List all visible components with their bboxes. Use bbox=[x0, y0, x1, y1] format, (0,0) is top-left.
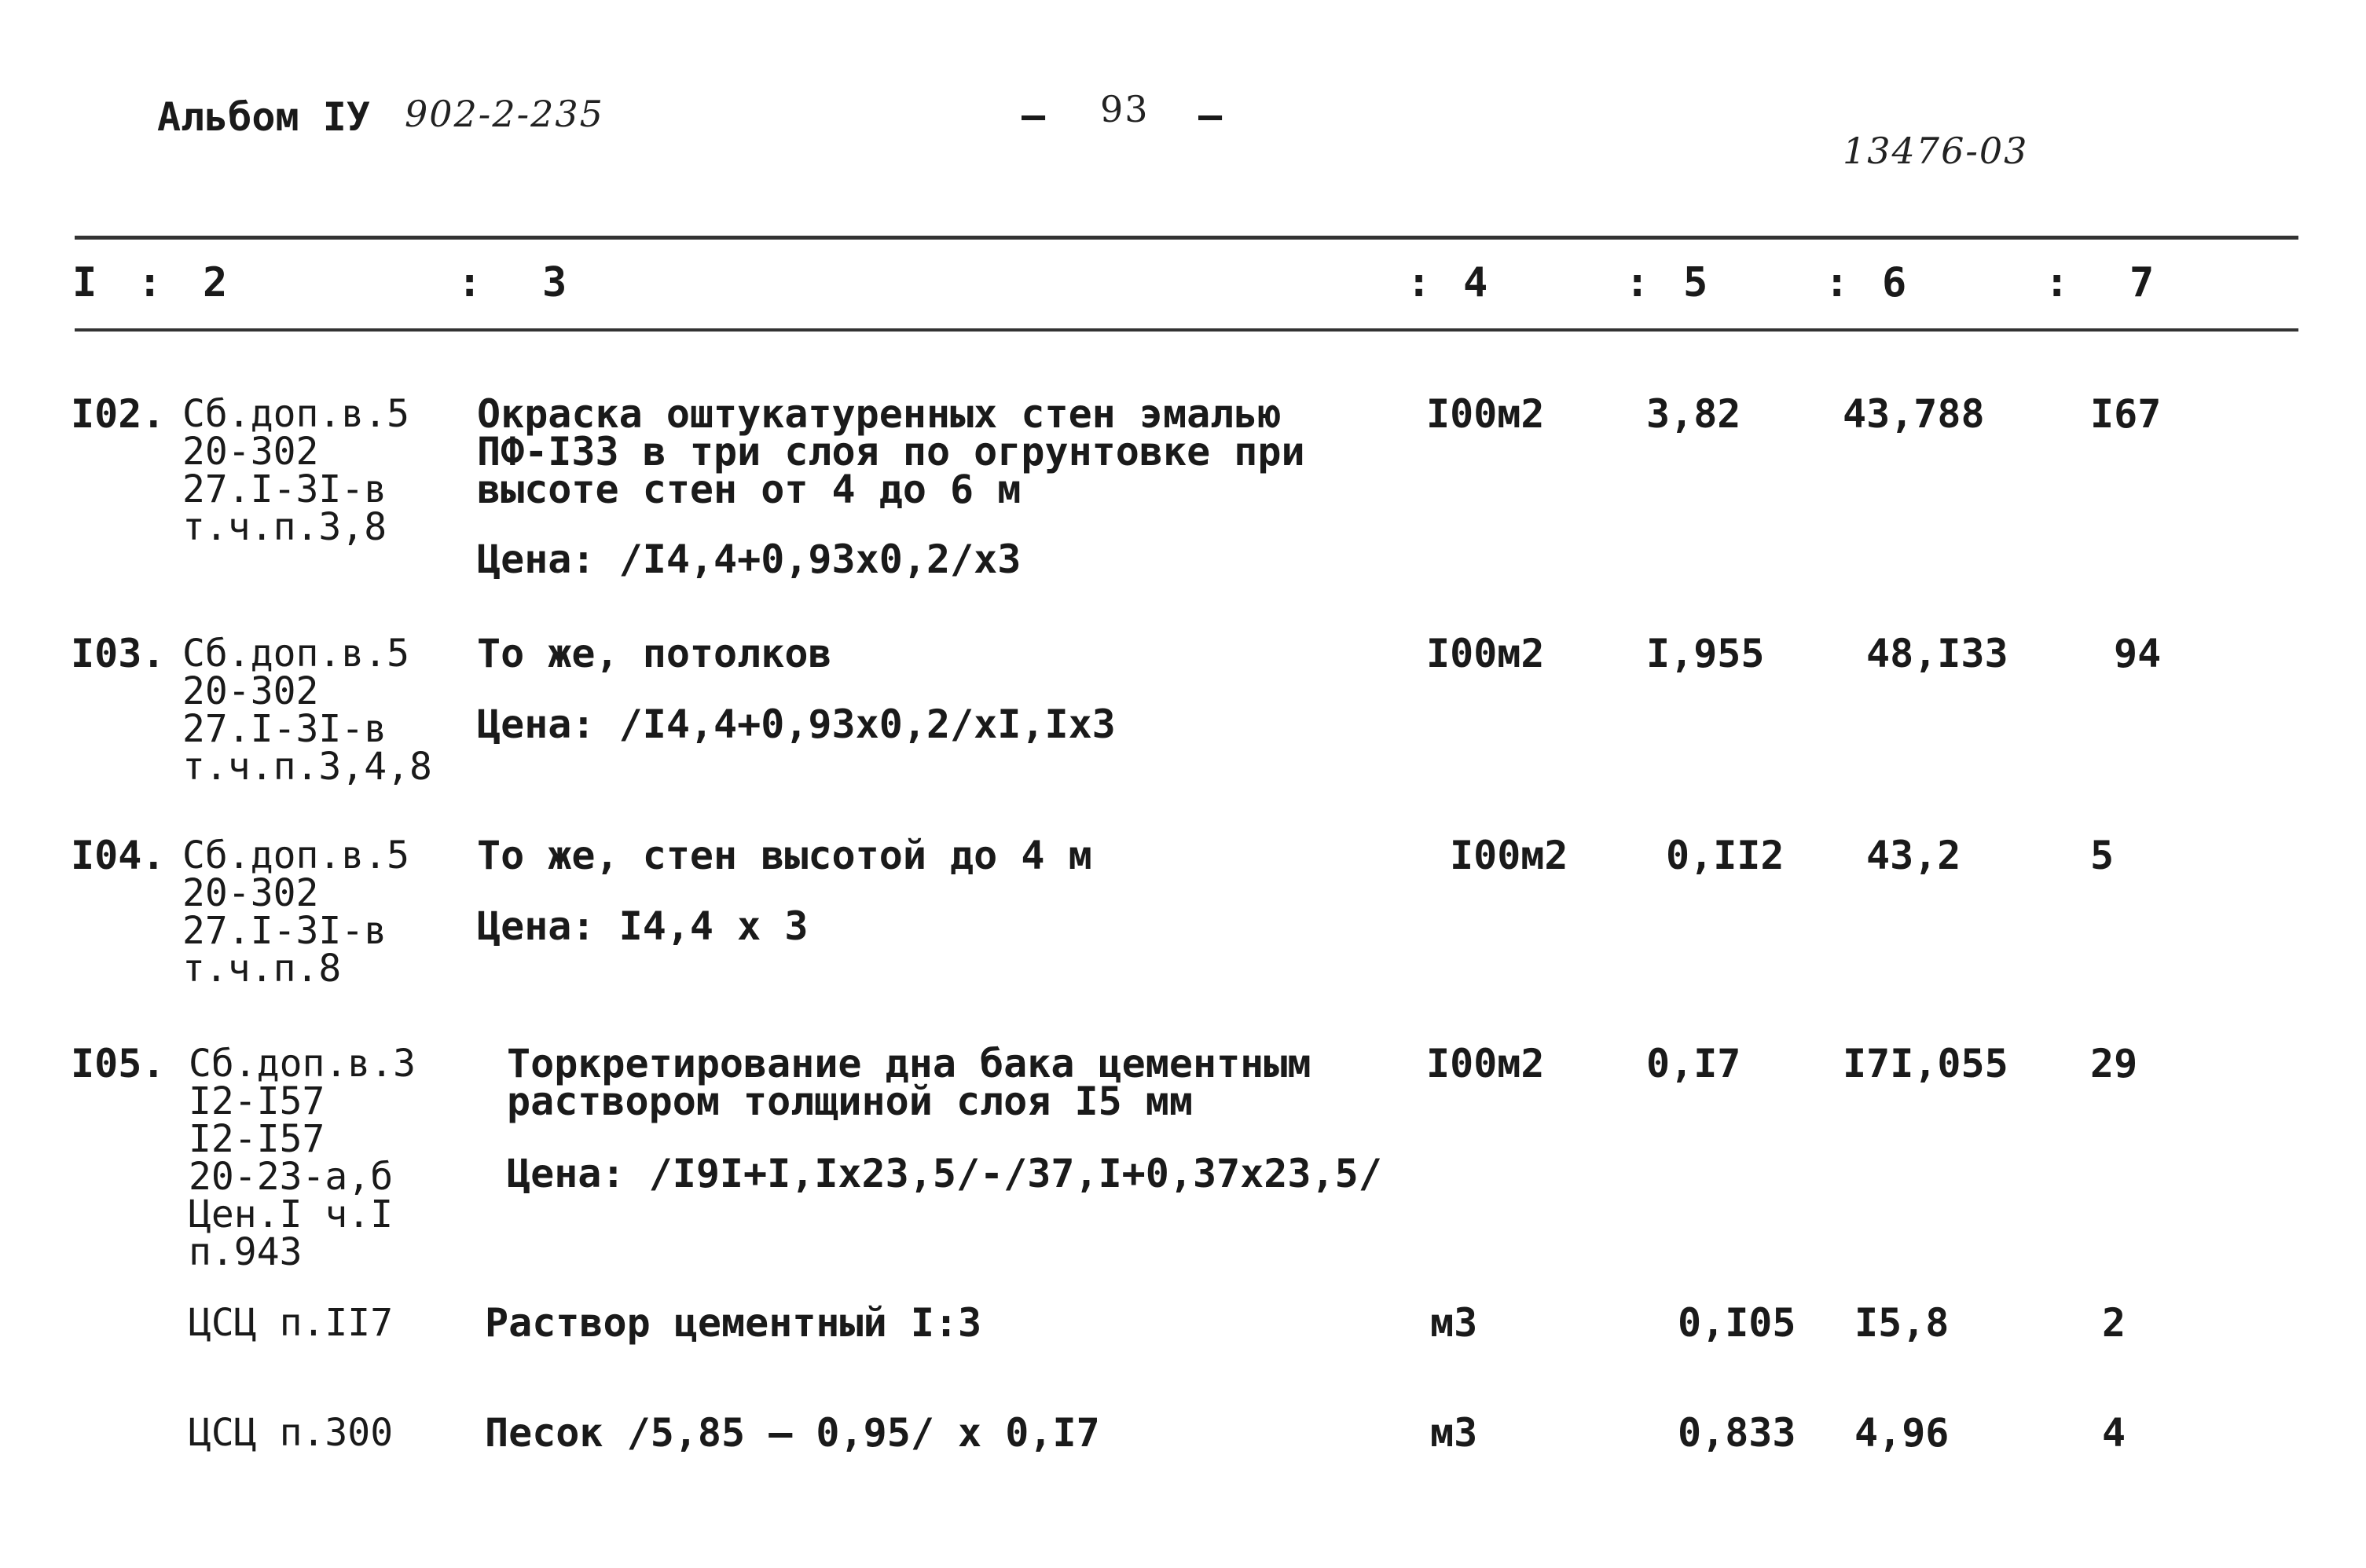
description-line: То же, потолков bbox=[477, 631, 832, 676]
reference-line: Цен.I ч.I bbox=[189, 1192, 394, 1236]
reference-line: 20-302 bbox=[182, 871, 319, 915]
row-unit-cost: 43,2 bbox=[1866, 833, 1961, 878]
row-unit-cost: 4,96 bbox=[1854, 1410, 1950, 1456]
row-total: 94 bbox=[2114, 631, 2162, 676]
row-price-formula: Цена: /I4,4+0,93х0,2/хI,Iх3 bbox=[477, 702, 1116, 747]
row-price-formula: Цена: /I9I+I,Iх23,5/-/37,I+0,37х23,5/ bbox=[507, 1151, 1382, 1196]
column-separator: : bbox=[2045, 259, 2070, 306]
row-references bbox=[182, 833, 409, 991]
table-top-rule bbox=[75, 236, 2298, 240]
column-header-1: I bbox=[72, 259, 97, 306]
reference-line: I2-I57 bbox=[189, 1117, 325, 1161]
row-references bbox=[189, 1042, 416, 1274]
row-references: ЦСЦ п.II7 bbox=[189, 1301, 394, 1345]
row-description bbox=[477, 833, 1092, 878]
description-line: раствором толщиной слоя I5 мм bbox=[507, 1079, 1193, 1124]
row-quantity: 0,I7 bbox=[1646, 1041, 1741, 1086]
row-unit: м3 bbox=[1430, 1410, 1478, 1456]
description-line: Торкретирование дна бака цементным bbox=[507, 1041, 1311, 1086]
description-line: То же, стен высотой до 4 м bbox=[477, 833, 1092, 878]
row-description: Раствор цементный I:3 bbox=[485, 1300, 982, 1346]
column-header-5: 5 bbox=[1683, 259, 1708, 306]
column-separator: : bbox=[457, 259, 482, 306]
row-unit-cost: 48,I33 bbox=[1866, 631, 2008, 676]
row-description bbox=[477, 391, 1305, 512]
reference-line: Сб.доп.в.5 bbox=[182, 833, 409, 877]
row-unit: м3 bbox=[1430, 1300, 1478, 1346]
page-dash-left: – bbox=[1022, 93, 1046, 138]
reference-line: т.ч.п.3,8 bbox=[182, 505, 387, 549]
column-header-4: 4 bbox=[1463, 259, 1488, 306]
description-line: ПФ-I33 в три слоя по огрунтовке при bbox=[477, 429, 1305, 474]
table-header-rule bbox=[75, 328, 2298, 332]
row-unit: I00м2 bbox=[1426, 391, 1545, 437]
reference-line: т.ч.п.8 bbox=[182, 947, 342, 991]
row-description bbox=[477, 631, 832, 676]
row-unit: I00м2 bbox=[1426, 631, 1545, 676]
row-quantity: 3,82 bbox=[1646, 391, 1741, 437]
row-references bbox=[182, 392, 409, 549]
reference-line: Сб.доп.в.3 bbox=[189, 1042, 416, 1086]
column-header-7: 7 bbox=[2129, 259, 2155, 306]
reference-line: I2-I57 bbox=[189, 1079, 325, 1123]
row-quantity: I,955 bbox=[1646, 631, 1765, 676]
row-price-formula: Цена: I4,4 х 3 bbox=[477, 903, 809, 949]
row-unit: I00м2 bbox=[1450, 833, 1568, 878]
page-dash-right: – bbox=[1198, 93, 1223, 138]
row-description: Песок /5,85 – 0,95/ х 0,I7 bbox=[485, 1410, 1100, 1456]
row-quantity: 0,833 bbox=[1678, 1410, 1796, 1456]
row-unit-cost: 43,788 bbox=[1843, 391, 1985, 437]
row-total: 2 bbox=[2102, 1300, 2126, 1346]
series-handwritten: 902-2-235 bbox=[405, 93, 604, 135]
row-quantity: 0,I05 bbox=[1678, 1300, 1796, 1346]
column-separator: : bbox=[1407, 259, 1432, 306]
doc-code-handwritten: 13476-03 bbox=[1843, 130, 2029, 172]
reference-line: 27.I-3I-в bbox=[182, 467, 387, 511]
row-number: I02. bbox=[71, 391, 166, 437]
reference-line: 27.I-3I-в bbox=[182, 909, 387, 953]
column-separator: : bbox=[1825, 259, 1850, 306]
row-unit-cost: I5,8 bbox=[1854, 1300, 1950, 1346]
row-references bbox=[182, 632, 432, 789]
row-price-formula: Цена: /I4,4+0,93х0,2/х3 bbox=[477, 537, 1022, 582]
reference-line: 20-302 bbox=[182, 430, 319, 474]
reference-line: п.943 bbox=[189, 1230, 303, 1274]
column-separator: : bbox=[1625, 259, 1650, 306]
row-total: 29 bbox=[2090, 1041, 2138, 1086]
description-line: Окраска оштукатуренных стен эмалью bbox=[477, 391, 1282, 437]
reference-line: 20-302 bbox=[182, 669, 319, 713]
row-number: I03. bbox=[71, 631, 166, 676]
row-total: 5 bbox=[2090, 833, 2115, 878]
row-number: I05. bbox=[71, 1041, 166, 1086]
column-header-6: 6 bbox=[1882, 259, 1907, 306]
reference-line: 20-23-а,б bbox=[189, 1155, 394, 1199]
row-total: 4 bbox=[2102, 1410, 2126, 1456]
description-line: высоте стен от 4 до 6 м bbox=[477, 467, 1022, 512]
page-number: 93 bbox=[1100, 88, 1150, 130]
column-separator: : bbox=[138, 259, 163, 306]
row-number: I04. bbox=[71, 833, 166, 878]
reference-line: Сб.доп.в.5 bbox=[182, 632, 409, 676]
reference-line: 27.I-3I-в bbox=[182, 707, 387, 751]
row-quantity: 0,II2 bbox=[1666, 833, 1785, 878]
row-total: I67 bbox=[2090, 391, 2162, 437]
row-unit-cost: I7I,055 bbox=[1843, 1041, 2008, 1086]
column-header-2: 2 bbox=[203, 259, 228, 306]
column-header-3: 3 bbox=[542, 259, 567, 306]
row-unit: I00м2 bbox=[1426, 1041, 1545, 1086]
reference-line: Сб.доп.в.5 bbox=[182, 392, 409, 436]
album-label: Альбом IУ bbox=[157, 94, 370, 140]
row-description bbox=[507, 1041, 1311, 1124]
reference-line: т.ч.п.3,4,8 bbox=[182, 745, 432, 789]
row-references: ЦСЦ п.300 bbox=[189, 1411, 394, 1455]
